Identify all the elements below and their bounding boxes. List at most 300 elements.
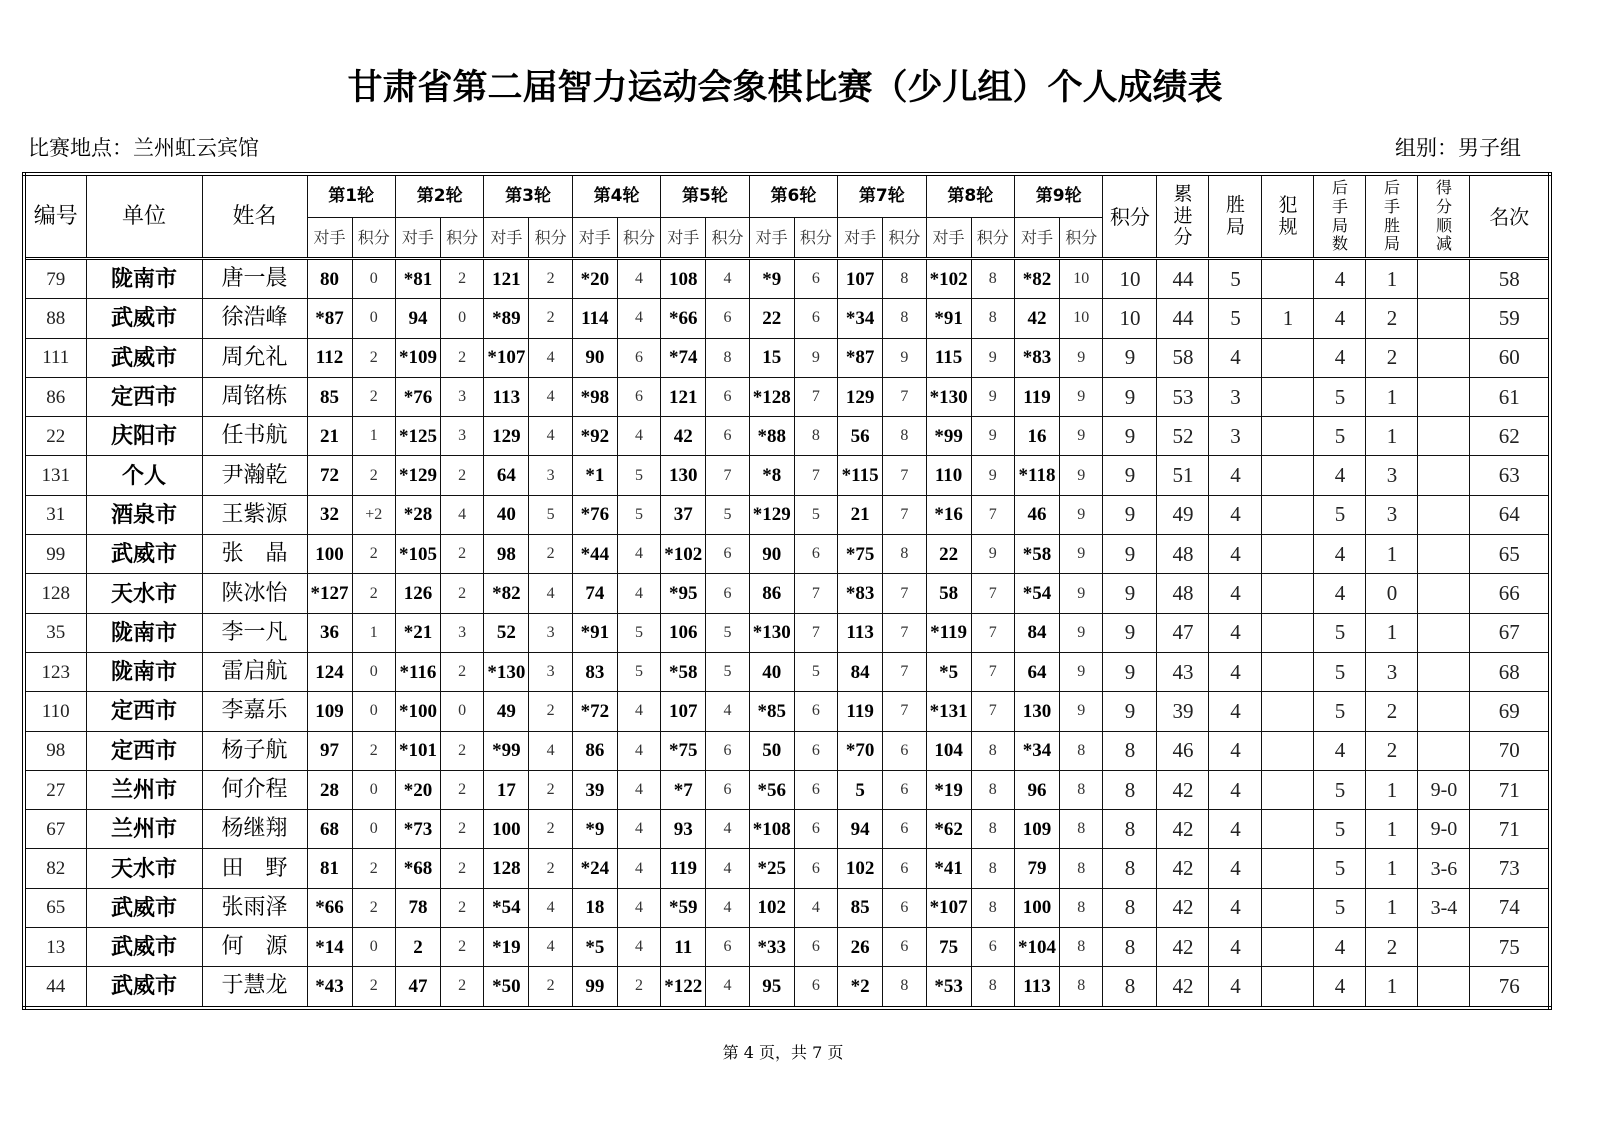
cell-unit: 定西市 <box>86 731 202 770</box>
cell-round-points: 7 <box>883 456 926 495</box>
cell-wins: 5 <box>1209 299 1262 338</box>
cell-opponent: *28 <box>395 495 440 534</box>
cell-round-points: 5 <box>794 495 837 534</box>
cell-black-games: 4 <box>1314 928 1366 967</box>
cell-opponent: *19 <box>926 770 971 809</box>
cell-opponent: 86 <box>749 574 794 613</box>
cell-rank: 61 <box>1470 377 1550 416</box>
cell-opponent: *66 <box>661 299 706 338</box>
cell-round-points: 10 <box>1060 299 1103 338</box>
cell-round-points: 6 <box>794 770 837 809</box>
cell-opponent: *89 <box>484 299 529 338</box>
cell-opponent: 121 <box>484 259 529 299</box>
cell-round-points: 6 <box>706 770 749 809</box>
cell-tiebreak <box>1418 259 1470 299</box>
cell-opponent: *100 <box>395 692 440 731</box>
header-black-wins-label: 后手胜局 <box>1383 178 1400 254</box>
cell-wins: 4 <box>1209 652 1262 691</box>
cell-opponent: 84 <box>838 652 883 691</box>
cell-name: 雷启航 <box>202 652 307 691</box>
cell-round-points: 8 <box>883 299 926 338</box>
cell-score: 8 <box>1103 928 1157 967</box>
cell-round-points: 4 <box>617 928 660 967</box>
cell-round-points: 5 <box>617 613 660 652</box>
cell-rank: 70 <box>1470 731 1550 770</box>
cell-score: 9 <box>1103 338 1157 377</box>
cell-opponent: *119 <box>926 613 971 652</box>
cell-score: 8 <box>1103 770 1157 809</box>
cell-round-points: 6 <box>883 770 926 809</box>
cell-unit: 武威市 <box>86 928 202 967</box>
cell-fouls <box>1262 770 1314 809</box>
cell-score: 9 <box>1103 377 1157 416</box>
cell-opponent: 49 <box>484 692 529 731</box>
cell-unit: 定西市 <box>86 377 202 416</box>
cell-tiebreak <box>1418 967 1470 1008</box>
cell-rank: 71 <box>1470 770 1550 809</box>
header-round-1: 第1轮 <box>307 174 395 218</box>
cell-fouls <box>1262 652 1314 691</box>
cell-round-points: 2 <box>440 849 483 888</box>
cell-rank: 59 <box>1470 299 1550 338</box>
cell-fouls: 1 <box>1262 299 1314 338</box>
cell-tiebreak <box>1418 299 1470 338</box>
cell-tiebreak: 3-4 <box>1418 888 1470 927</box>
cell-rank: 67 <box>1470 613 1550 652</box>
cell-fouls <box>1262 259 1314 299</box>
cell-opponent: *43 <box>307 967 352 1008</box>
cell-wins: 4 <box>1209 967 1262 1008</box>
cell-black-games: 5 <box>1314 495 1366 534</box>
cell-round-points: 2 <box>440 810 483 849</box>
cell-black-wins: 2 <box>1366 692 1418 731</box>
cell-round-points: 8 <box>1060 888 1103 927</box>
cell-black-wins: 2 <box>1366 299 1418 338</box>
cell-id: 110 <box>24 692 86 731</box>
cell-black-wins: 1 <box>1366 377 1418 416</box>
cell-opponent: *88 <box>749 417 794 456</box>
cell-opponent: 64 <box>484 456 529 495</box>
cell-id: 98 <box>24 731 86 770</box>
cell-round-points: 4 <box>529 574 572 613</box>
cell-unit: 武威市 <box>86 888 202 927</box>
cell-round-points: 2 <box>440 535 483 574</box>
cell-opponent: *16 <box>926 495 971 534</box>
cell-black-games: 5 <box>1314 849 1366 888</box>
cell-unit: 兰州市 <box>86 770 202 809</box>
cell-round-points: 6 <box>794 849 837 888</box>
cell-round-points: 9 <box>1060 692 1103 731</box>
cell-round-points: 7 <box>971 692 1014 731</box>
cell-round-points: 5 <box>706 495 749 534</box>
cell-opponent: 94 <box>395 299 440 338</box>
cell-opponent: *130 <box>484 652 529 691</box>
cell-unit: 武威市 <box>86 967 202 1008</box>
cell-unit: 个人 <box>86 456 202 495</box>
header-round-points: 积分 <box>617 218 660 259</box>
cell-fouls <box>1262 456 1314 495</box>
table-row <box>24 731 1550 770</box>
table-row <box>24 535 1550 574</box>
cell-rank: 66 <box>1470 574 1550 613</box>
cell-opponent: *105 <box>395 535 440 574</box>
cell-rank: 63 <box>1470 456 1550 495</box>
cell-round-points: 4 <box>706 849 749 888</box>
cell-opponent: *83 <box>838 574 883 613</box>
cell-round-points: 9 <box>1060 456 1103 495</box>
cell-round-points: 7 <box>971 574 1014 613</box>
cell-round-points: 6 <box>883 928 926 967</box>
cell-opponent: 68 <box>307 810 352 849</box>
cell-round-points: 6 <box>617 377 660 416</box>
cell-opponent: *73 <box>395 810 440 849</box>
cell-round-points: 2 <box>440 338 483 377</box>
header-cumulative-label: 累进分 <box>1173 182 1193 249</box>
table-row <box>24 456 1550 495</box>
cell-opponent: 112 <box>307 338 352 377</box>
cell-unit: 武威市 <box>86 338 202 377</box>
header-black-games-label: 后手局数 <box>1331 178 1348 254</box>
cell-opponent: 81 <box>307 849 352 888</box>
cell-black-games: 5 <box>1314 888 1366 927</box>
cell-opponent: *34 <box>838 299 883 338</box>
cell-opponent: *24 <box>572 849 617 888</box>
cell-opponent: *53 <box>926 967 971 1008</box>
cell-round-points: 6 <box>706 377 749 416</box>
cell-cumulative: 53 <box>1157 377 1209 416</box>
cell-wins: 4 <box>1209 574 1262 613</box>
cell-wins: 4 <box>1209 731 1262 770</box>
cell-fouls <box>1262 731 1314 770</box>
cell-opponent: 113 <box>838 613 883 652</box>
cell-opponent: *76 <box>395 377 440 416</box>
cell-round-points: 2 <box>440 574 483 613</box>
cell-round-points: 6 <box>883 731 926 770</box>
cell-round-points: 6 <box>706 417 749 456</box>
cell-round-points: 2 <box>352 888 395 927</box>
cell-round-points: 2 <box>529 810 572 849</box>
header-round-7: 第7轮 <box>838 174 926 218</box>
cell-opponent: 115 <box>926 338 971 377</box>
cell-round-points: 9 <box>1060 613 1103 652</box>
cell-round-points: 7 <box>971 613 1014 652</box>
cell-round-points: 2 <box>352 377 395 416</box>
cell-round-points: 8 <box>1060 810 1103 849</box>
cell-round-points: 2 <box>440 259 483 299</box>
cell-round-points: 1 <box>352 417 395 456</box>
cell-opponent: 119 <box>1015 377 1060 416</box>
cell-name: 王紫源 <box>202 495 307 534</box>
cell-black-wins: 1 <box>1366 535 1418 574</box>
cell-opponent: 78 <box>395 888 440 927</box>
cell-round-points: 2 <box>529 770 572 809</box>
cell-opponent: 102 <box>838 849 883 888</box>
cell-opponent: *14 <box>307 928 352 967</box>
cell-opponent: 22 <box>749 299 794 338</box>
cell-round-points: 9 <box>971 377 1014 416</box>
cell-black-games: 5 <box>1314 613 1366 652</box>
cell-round-points: 9 <box>1060 574 1103 613</box>
cell-opponent: *130 <box>926 377 971 416</box>
cell-round-points: 2 <box>529 535 572 574</box>
cell-opponent: *62 <box>926 810 971 849</box>
cell-opponent: 93 <box>661 810 706 849</box>
cell-name: 周允礼 <box>202 338 307 377</box>
cell-id: 22 <box>24 417 86 456</box>
cell-opponent: 79 <box>1015 849 1060 888</box>
cell-opponent: 42 <box>661 417 706 456</box>
cell-name: 李嘉乐 <box>202 692 307 731</box>
header-black-wins <box>1366 174 1418 259</box>
cell-opponent: 106 <box>661 613 706 652</box>
cell-round-points: 6 <box>883 849 926 888</box>
cell-black-games: 5 <box>1314 770 1366 809</box>
cell-opponent: 11 <box>661 928 706 967</box>
cell-round-points: 7 <box>971 495 1014 534</box>
cell-opponent: 130 <box>1015 692 1060 731</box>
cell-fouls <box>1262 535 1314 574</box>
cell-round-points: 9 <box>794 338 837 377</box>
cell-round-points: 9 <box>1060 652 1103 691</box>
cell-fouls <box>1262 377 1314 416</box>
cell-opponent: 95 <box>749 967 794 1008</box>
cell-opponent: *58 <box>661 652 706 691</box>
cell-opponent: 130 <box>661 456 706 495</box>
cell-wins: 4 <box>1209 495 1262 534</box>
cell-score: 9 <box>1103 417 1157 456</box>
cell-rank: 69 <box>1470 692 1550 731</box>
cell-opponent: 21 <box>838 495 883 534</box>
cell-round-points: 2 <box>617 967 660 1008</box>
cell-fouls <box>1262 495 1314 534</box>
cell-black-games: 5 <box>1314 810 1366 849</box>
table-row <box>24 259 1550 299</box>
cell-opponent: 39 <box>572 770 617 809</box>
cell-round-points: 4 <box>529 338 572 377</box>
cell-black-wins: 2 <box>1366 338 1418 377</box>
cell-score: 8 <box>1103 967 1157 1008</box>
cell-opponent: 18 <box>572 888 617 927</box>
header-black-games <box>1314 174 1366 259</box>
cell-opponent: 100 <box>1015 888 1060 927</box>
cell-opponent: *115 <box>838 456 883 495</box>
cell-rank: 71 <box>1470 810 1550 849</box>
cell-round-points: 0 <box>440 299 483 338</box>
cell-round-points: 5 <box>706 613 749 652</box>
cell-opponent: 100 <box>307 535 352 574</box>
table-row <box>24 377 1550 416</box>
cell-opponent: 129 <box>838 377 883 416</box>
table-row <box>24 299 1550 338</box>
cell-opponent: *75 <box>661 731 706 770</box>
cell-opponent: *116 <box>395 652 440 691</box>
header-round-3: 第3轮 <box>484 174 572 218</box>
cell-round-points: 2 <box>352 849 395 888</box>
cell-rank: 73 <box>1470 849 1550 888</box>
cell-black-wins: 3 <box>1366 652 1418 691</box>
header-opponent: 对手 <box>838 218 883 259</box>
cell-opponent: 113 <box>484 377 529 416</box>
cell-round-points: 2 <box>529 849 572 888</box>
cell-round-points: 4 <box>617 259 660 299</box>
cell-score: 9 <box>1103 652 1157 691</box>
cell-round-points: 0 <box>352 928 395 967</box>
cell-round-points: 8 <box>1060 928 1103 967</box>
cell-round-points: 9 <box>971 456 1014 495</box>
cell-id: 31 <box>24 495 86 534</box>
cell-opponent: *1 <box>572 456 617 495</box>
cell-round-points: 6 <box>794 928 837 967</box>
cell-opponent: *81 <box>395 259 440 299</box>
cell-unit: 天水市 <box>86 849 202 888</box>
cell-unit: 陇南市 <box>86 259 202 299</box>
cell-round-points: 4 <box>617 810 660 849</box>
cell-black-games: 4 <box>1314 731 1366 770</box>
cell-opponent: *87 <box>838 338 883 377</box>
cell-black-wins: 2 <box>1366 928 1418 967</box>
header-opponent: 对手 <box>395 218 440 259</box>
cell-tiebreak <box>1418 456 1470 495</box>
cell-round-points: 4 <box>617 888 660 927</box>
cell-round-points: 4 <box>617 299 660 338</box>
cell-unit: 陇南市 <box>86 652 202 691</box>
cell-opponent: 109 <box>307 692 352 731</box>
results-table <box>22 172 1552 1010</box>
header-fouls-label: 犯规 <box>1278 193 1298 238</box>
cell-round-points: 9 <box>1060 377 1103 416</box>
cell-opponent: 75 <box>926 928 971 967</box>
cell-opponent: *50 <box>484 967 529 1008</box>
cell-round-points: 7 <box>794 613 837 652</box>
cell-round-points: 2 <box>529 299 572 338</box>
cell-cumulative: 42 <box>1157 849 1209 888</box>
cell-round-points: 6 <box>706 299 749 338</box>
cell-rank: 74 <box>1470 888 1550 927</box>
cell-fouls <box>1262 888 1314 927</box>
header-row-main <box>24 174 1550 218</box>
cell-round-points: 4 <box>529 888 572 927</box>
cell-tiebreak: 9-0 <box>1418 770 1470 809</box>
cell-opponent: 102 <box>749 888 794 927</box>
cell-opponent: 119 <box>838 692 883 731</box>
cell-opponent: *8 <box>749 456 794 495</box>
cell-tiebreak <box>1418 731 1470 770</box>
cell-opponent: *5 <box>926 652 971 691</box>
cell-round-points: 8 <box>794 417 837 456</box>
table-row <box>24 967 1550 1008</box>
cell-id: 27 <box>24 770 86 809</box>
cell-wins: 4 <box>1209 613 1262 652</box>
cell-name: 杨子航 <box>202 731 307 770</box>
cell-round-points: 6 <box>794 299 837 338</box>
cell-opponent: *68 <box>395 849 440 888</box>
cell-opponent: *34 <box>1015 731 1060 770</box>
header-wins <box>1209 174 1262 259</box>
cell-opponent: 124 <box>307 652 352 691</box>
cell-black-games: 5 <box>1314 417 1366 456</box>
header-round-4: 第4轮 <box>572 174 660 218</box>
cell-score: 9 <box>1103 535 1157 574</box>
cell-fouls <box>1262 849 1314 888</box>
cell-round-points: 6 <box>971 928 1014 967</box>
cell-opponent: 17 <box>484 770 529 809</box>
cell-id: 88 <box>24 299 86 338</box>
header-fouls <box>1262 174 1314 259</box>
cell-round-points: 2 <box>440 731 483 770</box>
cell-round-points: 2 <box>529 692 572 731</box>
cell-id: 65 <box>24 888 86 927</box>
header-round-5: 第5轮 <box>661 174 749 218</box>
cell-round-points: 3 <box>529 652 572 691</box>
cell-cumulative: 42 <box>1157 770 1209 809</box>
cell-score: 8 <box>1103 888 1157 927</box>
cell-round-points: 8 <box>971 888 1014 927</box>
cell-round-points: 10 <box>1060 259 1103 299</box>
cell-opponent: *92 <box>572 417 617 456</box>
cell-id: 111 <box>24 338 86 377</box>
cell-round-points: 8 <box>971 299 1014 338</box>
table-row <box>24 495 1550 534</box>
cell-opponent: 86 <box>572 731 617 770</box>
header-tiebreak <box>1418 174 1470 259</box>
cell-cumulative: 47 <box>1157 613 1209 652</box>
cell-opponent: 5 <box>838 770 883 809</box>
cell-round-points: 2 <box>440 456 483 495</box>
page-footer: 第 4 页，共 7 页 <box>722 1043 844 1062</box>
cell-opponent: *5 <box>572 928 617 967</box>
cell-fouls <box>1262 692 1314 731</box>
cell-opponent: *72 <box>572 692 617 731</box>
cell-opponent: *91 <box>572 613 617 652</box>
cell-opponent: 47 <box>395 967 440 1008</box>
cell-opponent: *129 <box>395 456 440 495</box>
cell-round-points: 6 <box>794 731 837 770</box>
cell-wins: 4 <box>1209 692 1262 731</box>
cell-round-points: 4 <box>617 574 660 613</box>
cell-opponent: 129 <box>484 417 529 456</box>
cell-fouls <box>1262 810 1314 849</box>
cell-name: 张 晶 <box>202 535 307 574</box>
cell-round-points: 6 <box>794 692 837 731</box>
cell-opponent: 107 <box>661 692 706 731</box>
cell-opponent: *76 <box>572 495 617 534</box>
cell-round-points: 6 <box>794 810 837 849</box>
cell-round-points: 7 <box>883 377 926 416</box>
cell-round-points: 4 <box>617 731 660 770</box>
cell-unit: 陇南市 <box>86 613 202 652</box>
cell-round-points: 4 <box>617 535 660 574</box>
cell-wins: 4 <box>1209 888 1262 927</box>
cell-black-wins: 1 <box>1366 849 1418 888</box>
header-round-6: 第6轮 <box>749 174 837 218</box>
cell-opponent: *101 <box>395 731 440 770</box>
cell-black-games: 4 <box>1314 456 1366 495</box>
cell-id: 79 <box>24 259 86 299</box>
cell-round-points: 2 <box>352 535 395 574</box>
cell-unit: 天水市 <box>86 574 202 613</box>
cell-opponent: *99 <box>926 417 971 456</box>
cell-score: 8 <box>1103 731 1157 770</box>
cell-black-wins: 3 <box>1366 495 1418 534</box>
cell-score: 10 <box>1103 259 1157 299</box>
cell-cumulative: 43 <box>1157 652 1209 691</box>
table-row <box>24 770 1550 809</box>
cell-opponent: *82 <box>484 574 529 613</box>
cell-name: 于慧龙 <box>202 967 307 1008</box>
cell-fouls <box>1262 417 1314 456</box>
cell-opponent: 16 <box>1015 417 1060 456</box>
header-opponent: 对手 <box>749 218 794 259</box>
